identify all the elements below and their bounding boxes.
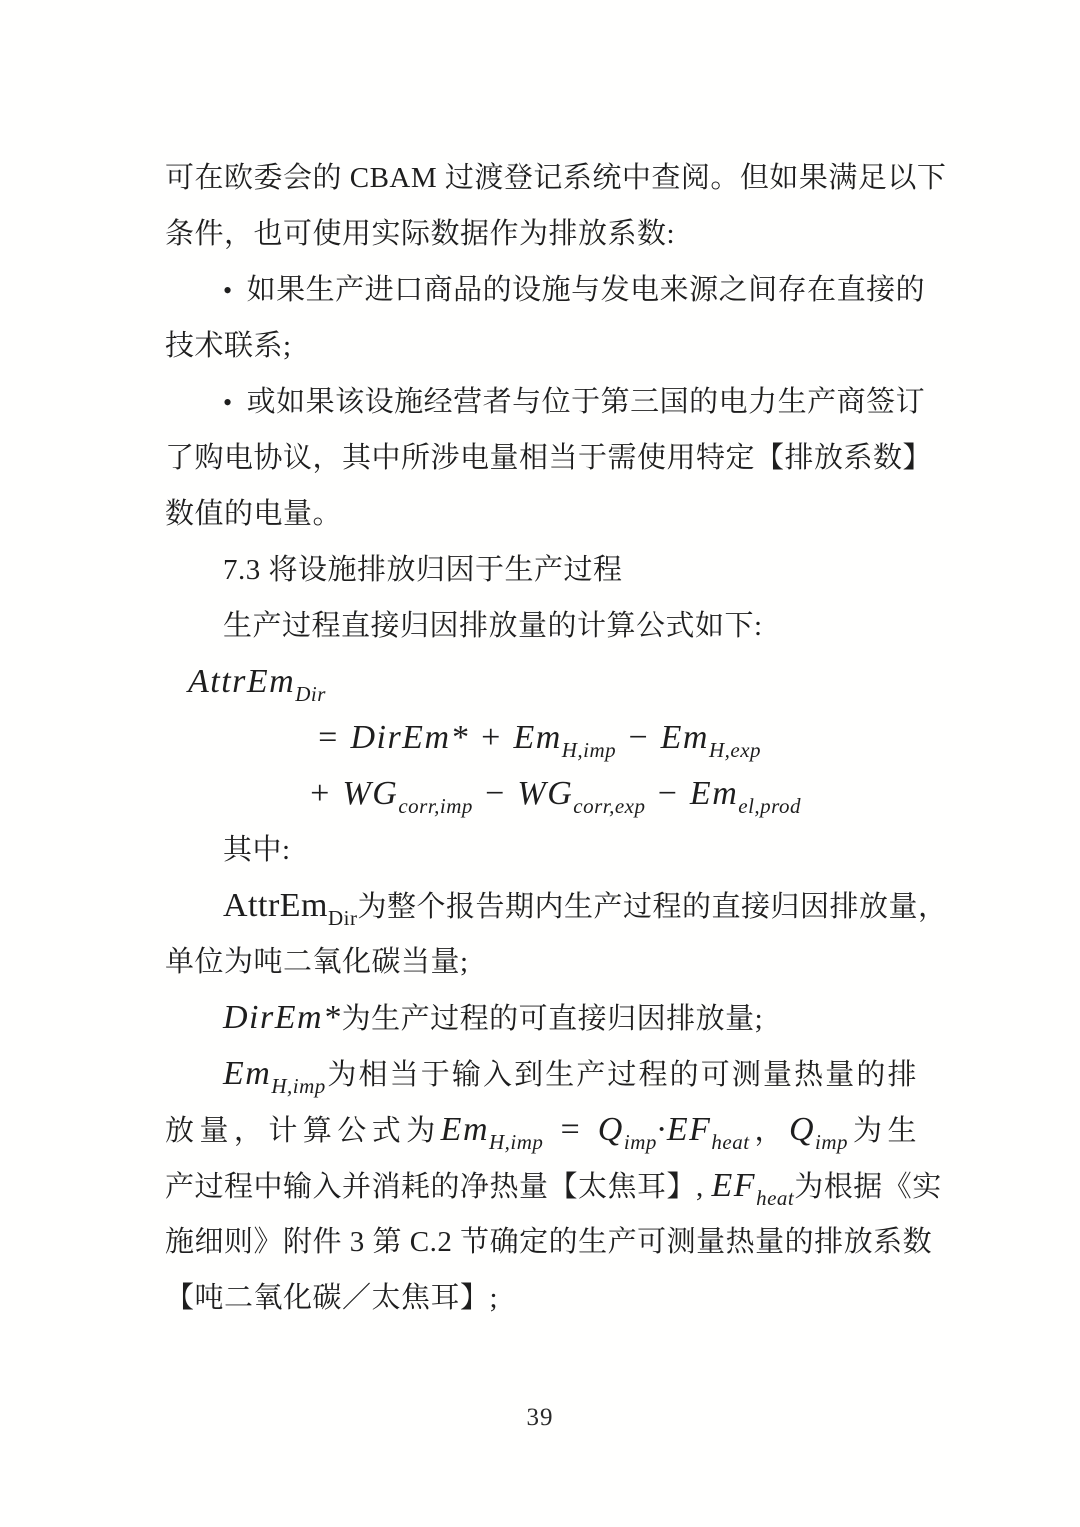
formula-line-1 [165, 654, 917, 710]
formula-line-2 [165, 710, 917, 766]
definition-emh-text-3a: 产过程中输入并消耗的净热量【太焦耳】, [165, 1171, 712, 1203]
page-number: 39 [526, 1404, 554, 1431]
definition-emh-text-3b: 为根据《实 [794, 1171, 942, 1203]
bullet-item-1-text: 如果生产进口商品的设施与发电来源之间存在直接的 [246, 274, 926, 306]
subscript-heat: heat [711, 1130, 750, 1154]
formula-line-3 [165, 766, 917, 822]
subscript-el-prod: el,prod [738, 794, 802, 818]
intro-line-1: 可在欧委会的 CBAM 过渡登记系统中查阅。但如果满足以下 [165, 162, 947, 194]
subscript-h-exp: H,exp [708, 738, 762, 762]
subscript-h-imp: H,imp [489, 1130, 544, 1154]
definition-emh-line-4: 施细则》附件 3 第 C.2 节确定的生产可测量热量的排放系数 [165, 1226, 933, 1258]
equals-sign: = [543, 1111, 598, 1148]
var-attrem-subscript: Dir [327, 906, 358, 930]
text-body [165, 150, 948, 1326]
var-attrem: AttrEm [188, 663, 296, 700]
bullet-item-1-line-2: 技术联系; [165, 330, 292, 362]
var-direm: DirEm* [223, 999, 342, 1036]
bullet-icon: • [223, 388, 233, 417]
var-attrem-subscript: Dir [295, 682, 326, 706]
definition-attrem-line-2: 单位为吨二氧化碳当量; [165, 946, 469, 978]
var-ef: EF [666, 1111, 712, 1148]
formula-term-direm: = DirEm* + Em [316, 719, 562, 756]
formula-term-wg-exp: − WG [472, 775, 574, 812]
var-q: Q [788, 1111, 816, 1148]
var-attrem: AttrEm [223, 887, 328, 924]
bullet-item-2-text: 或如果该设施经营者与位于第三国的电力生产商签订 [246, 386, 926, 418]
bullet-item-1-line-1 [165, 262, 926, 318]
var-em: Em [223, 1055, 272, 1092]
subscript-imp: imp [623, 1130, 657, 1154]
intro-line-2: 条件，也可使用实际数据作为排放系数: [165, 218, 676, 250]
subscript-imp: imp [815, 1130, 849, 1154]
formula-term-em-el: − Em [645, 775, 739, 812]
definition-attrem-text: 为整个报告期内生产过程的直接归因排放量， [357, 891, 948, 923]
definition-emh-text-2a: 放量，计算公式为 [165, 1115, 441, 1147]
formula-term-wg-imp: + WG [308, 775, 399, 812]
definition-emh-line-2 [165, 1102, 917, 1158]
definition-emh-line-3 [165, 1158, 942, 1214]
subscript-corr-imp: corr,imp [398, 794, 473, 818]
comma: ， [749, 1115, 789, 1147]
definition-attrem-line-1 [165, 878, 948, 934]
definition-emh-line-1 [165, 1046, 917, 1102]
var-em: Em [440, 1111, 489, 1148]
definition-emh-text-1: 为相当于输入到生产过程的可测量热量的排 [325, 1059, 917, 1091]
bullet-item-2-line-1 [165, 374, 926, 430]
section-heading-7-3: 7.3 将设施排放归因于生产过程 [223, 554, 623, 586]
definition-direm-line [165, 990, 917, 1046]
subscript-h-imp: H,imp [561, 738, 617, 762]
bullet-item-2-line-2: 了购电协议，其中所涉电量相当于需使用特定【排放系数】 [165, 442, 933, 474]
definition-direm-text: 为生产过程的可直接归因排放量; [341, 1003, 764, 1035]
where-label: 其中: [223, 834, 291, 866]
var-q: Q [597, 1111, 624, 1148]
multiplication-dot: · [656, 1111, 667, 1148]
subscript-heat: heat [756, 1186, 795, 1210]
var-ef: EF [711, 1167, 757, 1204]
subscript-h-imp: H,imp [271, 1074, 326, 1098]
definition-emh-text-2b: 为生 [848, 1115, 917, 1147]
bullet-icon: • [223, 276, 233, 305]
subscript-corr-exp: corr,exp [573, 794, 646, 818]
definition-emh-line-5: 【吨二氧化碳／太焦耳】; [165, 1282, 499, 1314]
bullet-item-2-line-3: 数值的电量。 [165, 498, 343, 530]
formula-term-em-exp: − Em [616, 719, 709, 756]
formula-intro-line: 生产过程直接归因排放量的计算公式如下: [223, 610, 763, 642]
